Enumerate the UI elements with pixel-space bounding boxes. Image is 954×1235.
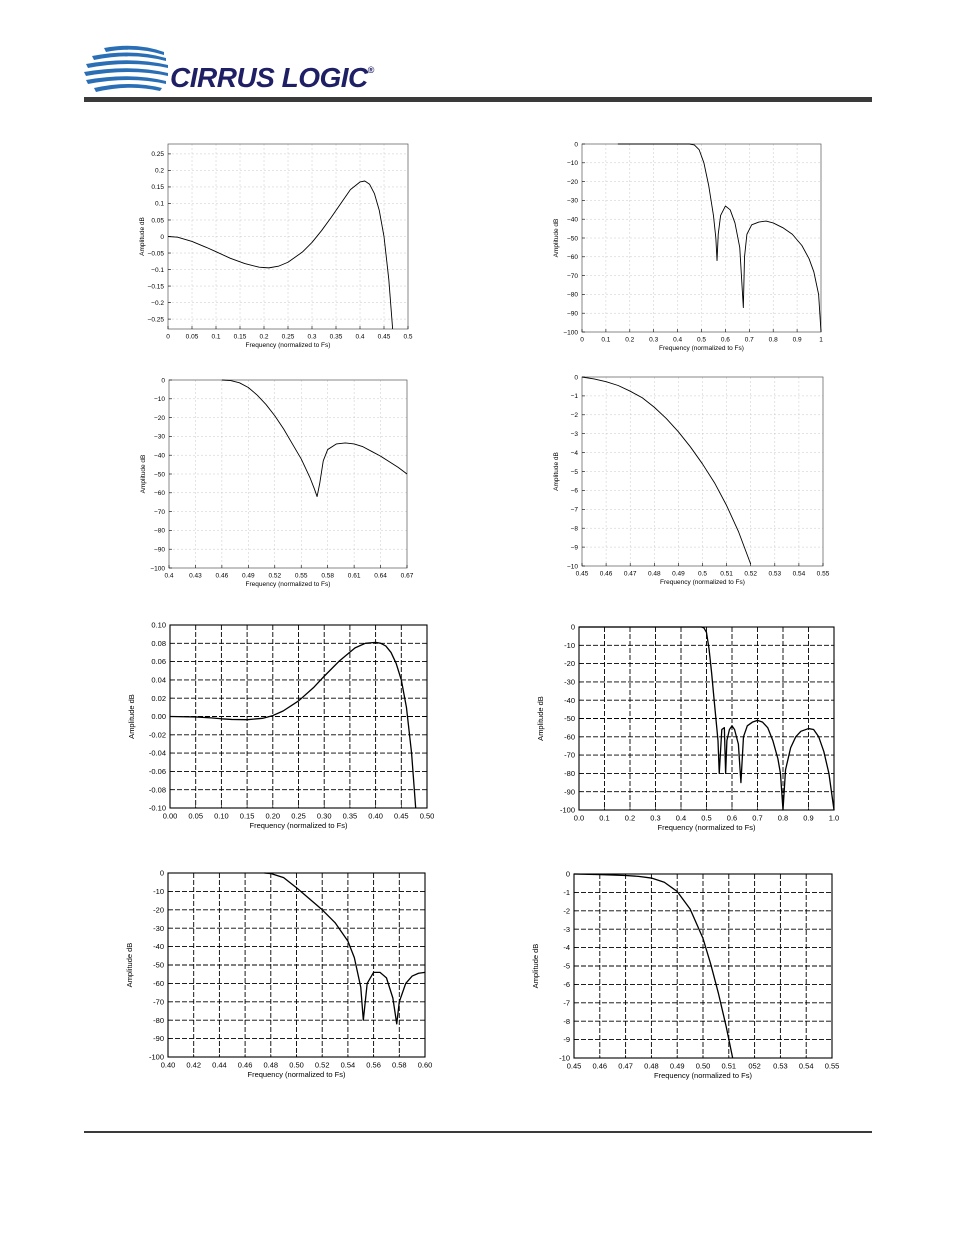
- x-tick-label: 0.50: [289, 1060, 304, 1070]
- y-tick-label: −0.1: [151, 266, 164, 274]
- x-tick-label: 0.5: [696, 336, 707, 344]
- x-tick-label: 0.55: [816, 570, 830, 578]
- x-tick-label: 0.8: [768, 336, 778, 344]
- y-tick-label: -30: [564, 677, 575, 687]
- y-tick-label: -3: [563, 924, 570, 934]
- x-tick-label: 0.55: [294, 572, 308, 580]
- x-tick-label: 1.0: [828, 813, 840, 823]
- x-tick-label: 0.53: [773, 1061, 788, 1071]
- y-tick-label: -5: [563, 961, 570, 971]
- x-tick-label: 0.45: [377, 333, 391, 341]
- y-tick-label: -6: [563, 980, 570, 990]
- x-tick-label: 0.42: [186, 1060, 202, 1070]
- x-axis-label: Frequency (normalized to Fs): [247, 1070, 346, 1079]
- y-axis-label: Amplitude dB: [553, 218, 560, 258]
- x-tick-label: 0.49: [242, 572, 255, 580]
- y-tick-label: -100: [148, 1052, 164, 1062]
- x-tick-label: 0.45: [575, 570, 589, 578]
- y-tick-label: 0.05: [151, 217, 164, 225]
- y-tick-label: −90: [153, 546, 165, 554]
- y-tick-label: -70: [153, 997, 164, 1007]
- y-tick-label: −2: [570, 412, 578, 420]
- y-tick-label: 0.02: [151, 693, 166, 703]
- x-tick-label: 0.64: [374, 572, 387, 580]
- x-tick-label: 0.35: [329, 333, 343, 341]
- y-tick-label: 0: [160, 233, 164, 241]
- x-tick-label: 0.53: [768, 570, 782, 578]
- x-tick-label: 0.40: [368, 811, 383, 821]
- y-tick-label: -0.08: [148, 785, 166, 795]
- x-tick-label: 0.4: [355, 333, 365, 341]
- y-tick-label: -8: [563, 1016, 570, 1026]
- y-tick-label: −90: [566, 310, 578, 318]
- x-tick-label: 0.00: [162, 811, 178, 821]
- y-tick-label: −20: [153, 414, 165, 422]
- x-tick-label: 1: [819, 336, 823, 344]
- y-tick-label: 0: [570, 622, 575, 632]
- x-tick-label: 0.46: [599, 570, 613, 578]
- y-tick-label: -50: [153, 960, 164, 970]
- y-tick-label: −50: [153, 471, 165, 479]
- y-tick-label: 0.00: [151, 712, 166, 722]
- y-tick-label: -10: [564, 640, 575, 650]
- x-tick-label: 0.48: [644, 1061, 659, 1071]
- x-tick-label: 0.15: [233, 333, 247, 341]
- y-tick-label: -20: [153, 905, 164, 915]
- x-axis-label: Frequency (normalized to Fs): [654, 1071, 752, 1080]
- x-tick-label: 0.52: [268, 572, 282, 580]
- y-tick-label: -50: [564, 714, 575, 724]
- x-tick-label: 0.50: [419, 811, 435, 821]
- x-tick-label: 0.5: [701, 813, 712, 823]
- y-tick-label: −10: [153, 396, 165, 404]
- x-tick-label: 0.7: [752, 813, 763, 823]
- y-tick-label: −0.05: [147, 250, 164, 258]
- y-tick-label: -80: [153, 1015, 164, 1025]
- y-tick-label: −1: [570, 393, 578, 401]
- x-tick-label: 0.2: [625, 336, 635, 344]
- y-axis-label: Amplitude dB: [553, 452, 560, 491]
- x-tick-label: 0.40: [160, 1060, 176, 1070]
- y-tick-label: -2: [563, 906, 570, 916]
- y-tick-label: -90: [153, 1034, 164, 1044]
- y-tick-label: -80: [564, 769, 575, 779]
- x-tick-label: 0.05: [188, 811, 204, 821]
- y-tick-label: -70: [564, 750, 575, 760]
- y-tick-label: −3: [570, 430, 578, 438]
- y-tick-label: -30: [153, 923, 164, 933]
- x-axis-label: Frequency (normalized to Fs): [245, 581, 331, 588]
- y-axis-label: Amplitude dB: [139, 217, 146, 256]
- y-tick-label: −40: [153, 452, 165, 460]
- y-tick-label: −7: [570, 506, 578, 514]
- x-tick-label: 0.10: [214, 811, 229, 821]
- x-tick-label: 0.1: [211, 333, 221, 341]
- x-tick-label: 0.54: [340, 1060, 356, 1070]
- x-tick-label: 0.51: [720, 570, 733, 578]
- x-tick-label: 0.47: [618, 1061, 633, 1071]
- x-tick-label: 0.6: [726, 813, 738, 823]
- x-tick-label: 0.56: [366, 1060, 381, 1070]
- y-tick-label: −0.25: [147, 316, 164, 324]
- y-tick-label: -40: [564, 695, 575, 705]
- y-tick-label: 0.08: [151, 638, 166, 648]
- x-tick-label: 0.60: [417, 1060, 433, 1070]
- x-tick-label: 0.20: [265, 811, 281, 821]
- y-tick-label: -90: [564, 787, 575, 797]
- y-axis-label: Amplitude dB: [531, 943, 540, 989]
- x-tick-label: 0.48: [263, 1060, 279, 1070]
- y-tick-label: −10: [566, 160, 578, 168]
- x-tick-label: 0.46: [237, 1060, 253, 1070]
- x-tick-label: 0.2: [624, 813, 636, 823]
- y-tick-label: −70: [566, 272, 578, 280]
- y-tick-label: −4: [570, 449, 578, 457]
- x-tick-label: 0.30: [316, 811, 332, 821]
- x-tick-label: 0: [166, 333, 170, 341]
- y-tick-label: −80: [153, 527, 165, 535]
- x-tick-label: 0.52: [744, 570, 758, 578]
- x-tick-label: 0.45: [566, 1061, 582, 1071]
- x-tick-label: 052: [748, 1061, 761, 1071]
- x-tick-label: 0.8: [777, 813, 789, 823]
- y-tick-label: 0: [565, 869, 570, 879]
- y-tick-label: 0.10: [151, 620, 166, 630]
- x-tick-label: 0.9: [803, 813, 814, 823]
- x-tick-label: 0.1: [601, 336, 611, 344]
- brand-name: CIRRUS LOGIC®: [170, 62, 374, 93]
- x-axis-label: Frequency (normalized to Fs): [249, 821, 348, 830]
- y-tick-label: 0: [574, 374, 578, 382]
- y-tick-label: −80: [566, 291, 578, 299]
- y-tick-label: -20: [564, 659, 575, 669]
- y-tick-label: 0.06: [151, 657, 166, 667]
- x-tick-label: 0.7: [744, 336, 754, 344]
- y-tick-label: -40: [153, 942, 164, 952]
- x-tick-label: 0.1: [599, 813, 610, 823]
- y-tick-label: −70: [153, 508, 165, 516]
- x-tick-label: 0.4: [673, 336, 683, 344]
- x-tick-label: 0.55: [824, 1061, 840, 1071]
- x-tick-label: 0.47: [623, 570, 637, 578]
- x-tick-label: 0.3: [307, 333, 317, 341]
- x-tick-label: 0.5: [697, 570, 708, 578]
- x-tick-label: 0.15: [239, 811, 255, 821]
- x-tick-label: 0.05: [185, 333, 199, 341]
- x-tick-label: 0.25: [281, 333, 295, 341]
- y-tick-label: −8: [570, 525, 578, 533]
- x-tick-label: 0.4: [164, 572, 174, 580]
- x-tick-label: 0.58: [391, 1060, 407, 1070]
- y-tick-label: -9: [563, 1035, 570, 1045]
- x-tick-label: 0.3: [650, 813, 661, 823]
- x-tick-label: 0.54: [798, 1061, 814, 1071]
- y-tick-label: -0.06: [148, 767, 166, 777]
- x-tick-label: 0.44: [212, 1060, 227, 1070]
- y-tick-label: 0: [159, 868, 164, 878]
- y-tick-label: -60: [564, 732, 575, 742]
- y-axis-label: Amplitude dB: [536, 696, 545, 741]
- x-tick-label: 0.46: [592, 1061, 608, 1071]
- y-tick-label: −60: [566, 254, 578, 262]
- y-tick-label: -0.02: [148, 730, 166, 740]
- y-tick-label: −20: [566, 178, 578, 186]
- y-tick-label: -60: [153, 979, 164, 989]
- x-tick-label: 0.61: [347, 572, 361, 580]
- y-tick-label: 0: [161, 377, 165, 385]
- y-tick-label: 0.1: [154, 200, 164, 208]
- x-axis-label: Frequency (normalized to Fs): [660, 579, 745, 586]
- y-tick-label: −0.2: [151, 299, 164, 307]
- x-tick-label: 0.6: [720, 336, 730, 344]
- y-tick-label: 0.2: [154, 167, 164, 175]
- x-tick-label: 0: [580, 336, 584, 344]
- x-tick-label: 0.46: [215, 572, 229, 580]
- y-tick-label: −100: [150, 565, 165, 573]
- y-tick-label: 0.15: [151, 184, 164, 192]
- y-tick-label: −60: [153, 490, 165, 498]
- x-tick-label: 0.51: [721, 1061, 737, 1071]
- y-tick-label: −6: [570, 487, 578, 495]
- y-tick-label: 0.04: [151, 675, 166, 685]
- y-tick-label: -7: [563, 998, 570, 1008]
- x-tick-label: 0.49: [669, 1061, 685, 1071]
- footer-rule: [84, 1131, 872, 1133]
- y-tick-label: -0.04: [148, 748, 166, 758]
- y-tick-label: 0.25: [151, 151, 164, 159]
- x-tick-label: 0.50: [695, 1061, 711, 1071]
- x-tick-label: 0.48: [647, 570, 661, 578]
- x-tick-label: 0.52: [314, 1060, 330, 1070]
- y-axis-label: Amplitude dB: [125, 942, 134, 988]
- y-tick-label: -10: [153, 887, 164, 897]
- x-tick-label: 0.2: [259, 333, 269, 341]
- x-tick-label: 0.67: [400, 572, 414, 580]
- y-tick-label: −40: [566, 216, 578, 224]
- y-tick-label: -0.10: [148, 803, 166, 813]
- x-tick-label: 0.0: [573, 813, 585, 823]
- x-axis-label: Frequency (normalized to Fs): [659, 345, 744, 352]
- x-axis-label: Frequency (normalized to Fs): [657, 823, 756, 832]
- y-tick-label: −5: [570, 468, 578, 476]
- x-tick-label: 0.4: [675, 813, 687, 823]
- y-tick-label: −30: [566, 197, 578, 205]
- y-tick-label: −0.15: [147, 283, 164, 291]
- y-tick-label: −50: [566, 235, 578, 243]
- x-tick-label: 0.9: [792, 336, 802, 344]
- y-tick-label: -10: [559, 1053, 570, 1063]
- x-tick-label: 0.3: [649, 336, 659, 344]
- y-tick-label: 0: [574, 141, 578, 149]
- y-tick-label: −10: [566, 563, 578, 571]
- y-tick-label: −9: [570, 544, 578, 552]
- x-tick-label: 0.25: [291, 811, 306, 821]
- x-tick-label: 0.58: [321, 572, 334, 580]
- x-tick-label: 0.49: [672, 570, 685, 578]
- x-axis-label: Frequency (normalized to Fs): [245, 342, 331, 349]
- y-tick-label: -1: [563, 888, 570, 898]
- y-axis-label: Amplitude dB: [140, 454, 147, 494]
- x-tick-label: 0.5: [403, 333, 413, 341]
- y-axis-label: Amplitude dB: [127, 694, 136, 739]
- y-tick-label: −100: [563, 329, 578, 337]
- y-tick-label: −30: [153, 433, 165, 441]
- x-tick-label: 0.54: [792, 570, 806, 578]
- y-tick-label: -4: [563, 943, 570, 953]
- x-tick-label: 0.43: [189, 572, 202, 580]
- x-tick-label: 0.35: [342, 811, 358, 821]
- x-tick-label: 0.45: [393, 811, 409, 821]
- y-tick-label: -100: [559, 805, 575, 815]
